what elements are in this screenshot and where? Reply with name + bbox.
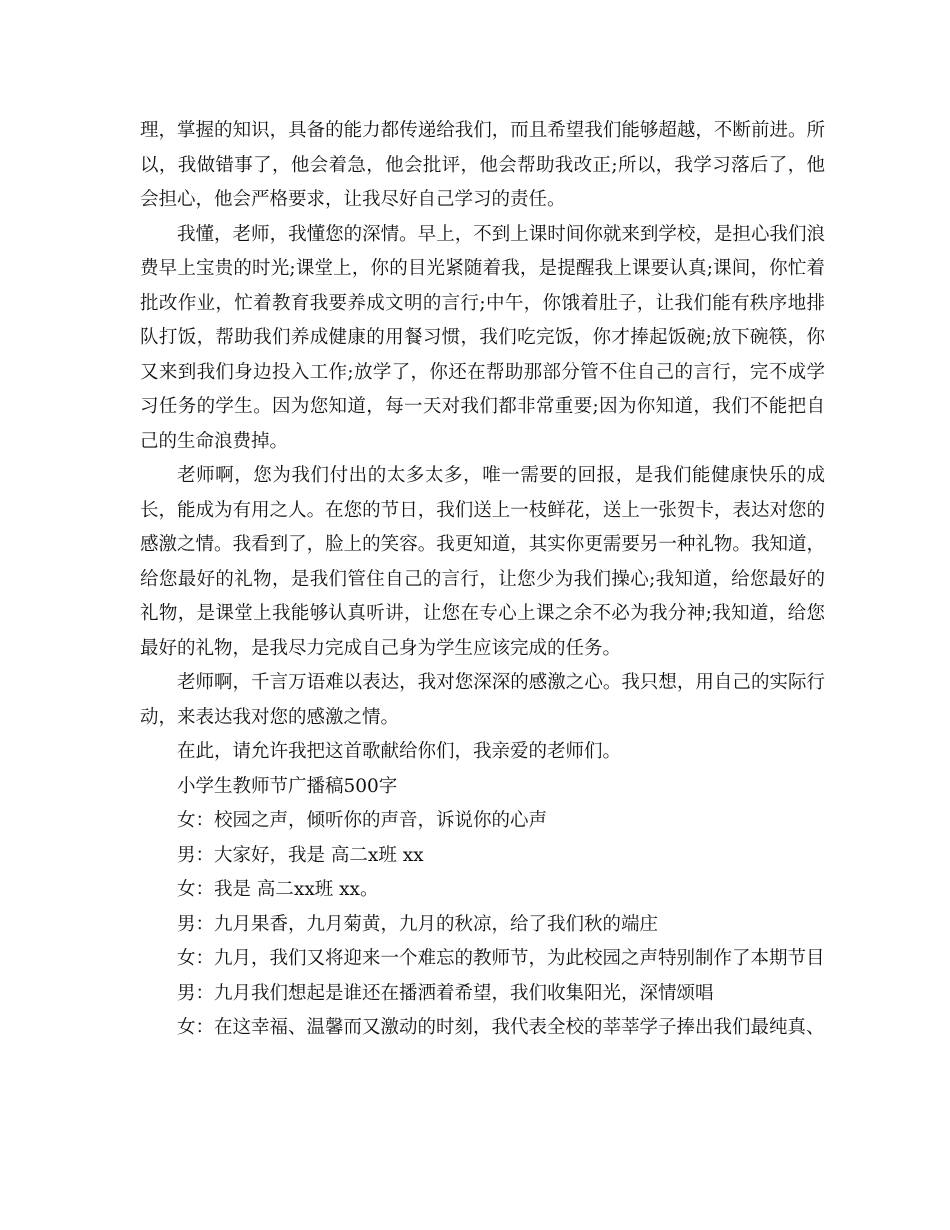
dialogue-line: 女：九月，我们又将迎来一个难忘的教师节，为此校园之声特别制作了本期节目	[177, 948, 825, 969]
dialogue-line: 女：在这幸福、温馨而又激动的时刻，我代表全校的莘莘学子捧出我们最纯真、	[177, 1017, 825, 1038]
paragraph-continuation: 理，掌握的知识，具备的能力都传递给我们，而且希望我们能够超越，不断前进。所以，我做错事了，他会着急，他会批评，他会帮助我改正;所以，我学习落后了，他会担心，他会严格要求，让我尽好自己学习的责任。	[140, 120, 825, 210]
section-title: 小学生教师节广播稿500字	[177, 775, 398, 797]
dialogue-line: 女：校园之声，倾听你的声音，诉说你的心声	[177, 810, 548, 831]
paragraph-teacher-care: 我懂，老师，我懂您的深情。早上，不到上课时间你就来到学校，是担心我们浪费早上宝贵的时光;课堂上，你的目光紧随着我，是提醒我上课要认真;课间，你忙着批改作业，忙着教育我要养成文明的言行;中午，你饿着肚子，让我们能有秩序地排队打饭，帮助我们养成健康的用餐习惯，我们吃完饭，你才捧起饭碗;放下碗筷，你又来到我们身边投入工作;放学了，你还在帮助那部分管不住自己的言行，完不成学习任务的学生。因为您知道，每一天对我们都非常重要;因为你知道，我们不能把自己的生命浪费掉。	[140, 223, 825, 452]
paragraph-song: 在此，请允许我把这首歌献给你们，我亲爱的老师们。	[177, 741, 622, 762]
document-body	[140, 114, 825, 1046]
dialogue-line: 男：九月我们想起是谁还在播洒着希望，我们收集阳光，深情颂唱	[177, 982, 714, 1004]
dialogue-line: 男：九月果香，九月菊黄，九月的秋凉，给了我们秋的端庄	[177, 913, 659, 935]
dialogue-line: 男：大家好，我是 高二x班 xx	[177, 844, 424, 866]
paragraph-gratitude: 老师啊，千言万语难以表达，我对您深深的感激之心。我只想，用自己的实际行动，来表达我对您的感激之情。	[140, 672, 825, 728]
dialogue-line: 女：我是 高二xx班 xx。	[177, 879, 379, 900]
paragraph-gift: 老师啊，您为我们付出的太多太多，唯一需要的回报，是我们能健康快乐的成长，能成为有用之人。在您的节日，我们送上一枝鲜花，送上一张贺卡，表达对您的感激之情。我看到了，脸上的笑容。我更知道，其实你更需要另一种礼物。我知道，给您最好的礼物，是我们管住自己的言行，让您少为我们操心;我知道，给您最好的礼物，是课堂上我能够认真听讲，让您在专心上课之余不必为我分神;我知道，给您最好的礼物，是我尽力完成自己身为学生应该完成的任务。	[140, 465, 825, 659]
